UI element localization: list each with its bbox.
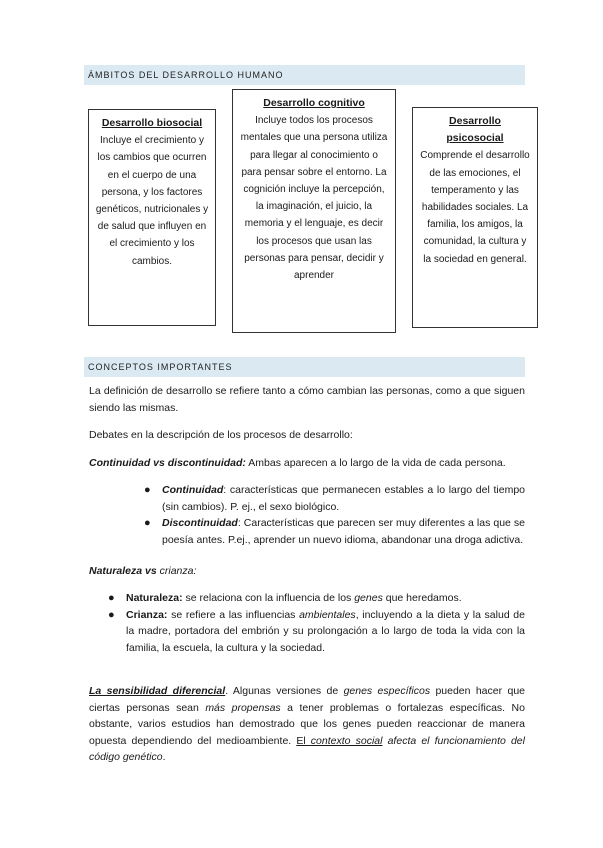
- term-continuidad: Continuidad: [162, 484, 224, 496]
- sensibilidad-em2: más propensas: [205, 701, 281, 714]
- bullet-icon: ●: [144, 484, 151, 496]
- sensibilidad-u1: El: [296, 734, 311, 747]
- naturaleza-heading-b: crianza: [159, 565, 194, 577]
- term-discontinuidad: Discontinuidad: [162, 517, 238, 529]
- sensibilidad-t3: a tener problemas o fortalezas específicas. No obstante, varios estudios han demostrado que los genes pueden reaccionar de manera opuesta dependiendo del medioambiente.: [89, 701, 525, 747]
- box-title-cognitivo: Desarrollo cognitivo: [263, 97, 365, 109]
- naturaleza-paragraph: [89, 563, 525, 580]
- section-header-ambitos: ÁMBITOS DEL DESARROLLO HUMANO: [84, 65, 525, 85]
- def-crianza-a: se refiere a las influencias: [167, 608, 300, 621]
- term-crianza: Crianza:: [126, 608, 168, 621]
- section-header-conceptos: CONCEPTOS IMPORTANTES: [84, 357, 525, 377]
- sensibilidad-u2: contexto social: [310, 734, 383, 747]
- box-body-psicosocial: Comprende el desarrollo de las emociones, el temperamento y las habilidades sociales. La familia, los amigos, la comunidad, la cultura y la sociedad en general.: [420, 150, 530, 265]
- def-crianza-b: , incluyendo a la dieta y la salud de la madre, portadora del embrión y su prolongación a lo largo de toda la vida con la familia, la escuela, la cultura y la sociedad.: [126, 608, 525, 654]
- term-naturaleza: Naturaleza:: [126, 592, 183, 604]
- bullet-icon: ●: [108, 592, 115, 604]
- debates-paragraph: Debates en la descripción de los procesos de desarrollo:: [89, 429, 353, 441]
- list-item: [144, 482, 525, 515]
- def-continuidad: : características que permanecen estables a lo largo del tiempo (sin cambios). P. ej., el sexo biológico.: [162, 484, 525, 513]
- bullet-icon: ●: [108, 608, 115, 621]
- list-item: [108, 607, 525, 657]
- sensibilidad-term: La sensibilidad diferencial: [89, 685, 226, 697]
- box-body-biosocial: Incluye el crecimiento y los cambios que ocurren en el cuerpo de una persona, y los factores genéticos, nutricionales y de salud que influyen en el crecimiento y los cambios.: [95, 135, 209, 267]
- naturaleza-heading-c: :: [193, 565, 197, 577]
- intro-paragraph: La definición de desarrollo se refiere tanto a cómo cambian las personas, como a que siguen siendo las mismas.: [89, 385, 525, 414]
- def-naturaleza-b: que heredamos.: [382, 592, 462, 604]
- continuidad-text: Ambas aparecen a lo largo de la vida de cada persona.: [245, 457, 506, 469]
- box-desarrollo-psicosocial: [412, 107, 538, 328]
- def-naturaleza-a: se relaciona con la influencia de los: [182, 592, 355, 604]
- def-discontinuidad: : Características que parecen ser muy diferentes a las que se poesía antes. P.ej., aprender un nuevo idioma, abandonar una droga adictiva.: [162, 517, 525, 546]
- box-title-biosocial: Desarrollo biosocial: [101, 117, 203, 129]
- sensibilidad-t5: .: [162, 751, 166, 763]
- list-item: [144, 515, 525, 548]
- sensibilidad-em1: genes específicos: [343, 685, 431, 697]
- continuidad-heading: Continuidad vs discontinuidad:: [89, 457, 246, 469]
- box-title-psicosocial: Desarrollo psicosocial: [446, 115, 504, 145]
- continuidad-paragraph: [89, 455, 525, 472]
- sensibilidad-t4: afecta el funcionamiento del código genético: [89, 734, 525, 763]
- sensibilidad-t2: pueden hacer que ciertas personas sean: [89, 685, 525, 714]
- bullet-icon: ●: [144, 517, 151, 529]
- list-item: [108, 590, 525, 607]
- continuidad-list: [144, 482, 525, 548]
- def-crianza-em: ambientales: [299, 608, 356, 621]
- def-naturaleza-em: genes: [354, 592, 383, 604]
- box-desarrollo-biosocial: [88, 109, 216, 326]
- naturaleza-heading-a: Naturaleza vs: [89, 565, 160, 577]
- box-body-cognitivo: Incluye todos los procesos mentales que una persona utiliza para llegar al conocimiento o para pensar sobre el entorno. La cognición incluye la percepción, la imaginación, el juicio, la memoria y el lenguaje, es decir los procesos que usan las personas para pensar, decidir y aprender: [240, 115, 388, 282]
- naturaleza-list: [108, 590, 525, 656]
- box-desarrollo-cognitivo: [232, 89, 396, 333]
- sensibilidad-t1: . Algunas versiones de: [225, 685, 344, 697]
- sensibilidad-paragraph: [89, 683, 525, 766]
